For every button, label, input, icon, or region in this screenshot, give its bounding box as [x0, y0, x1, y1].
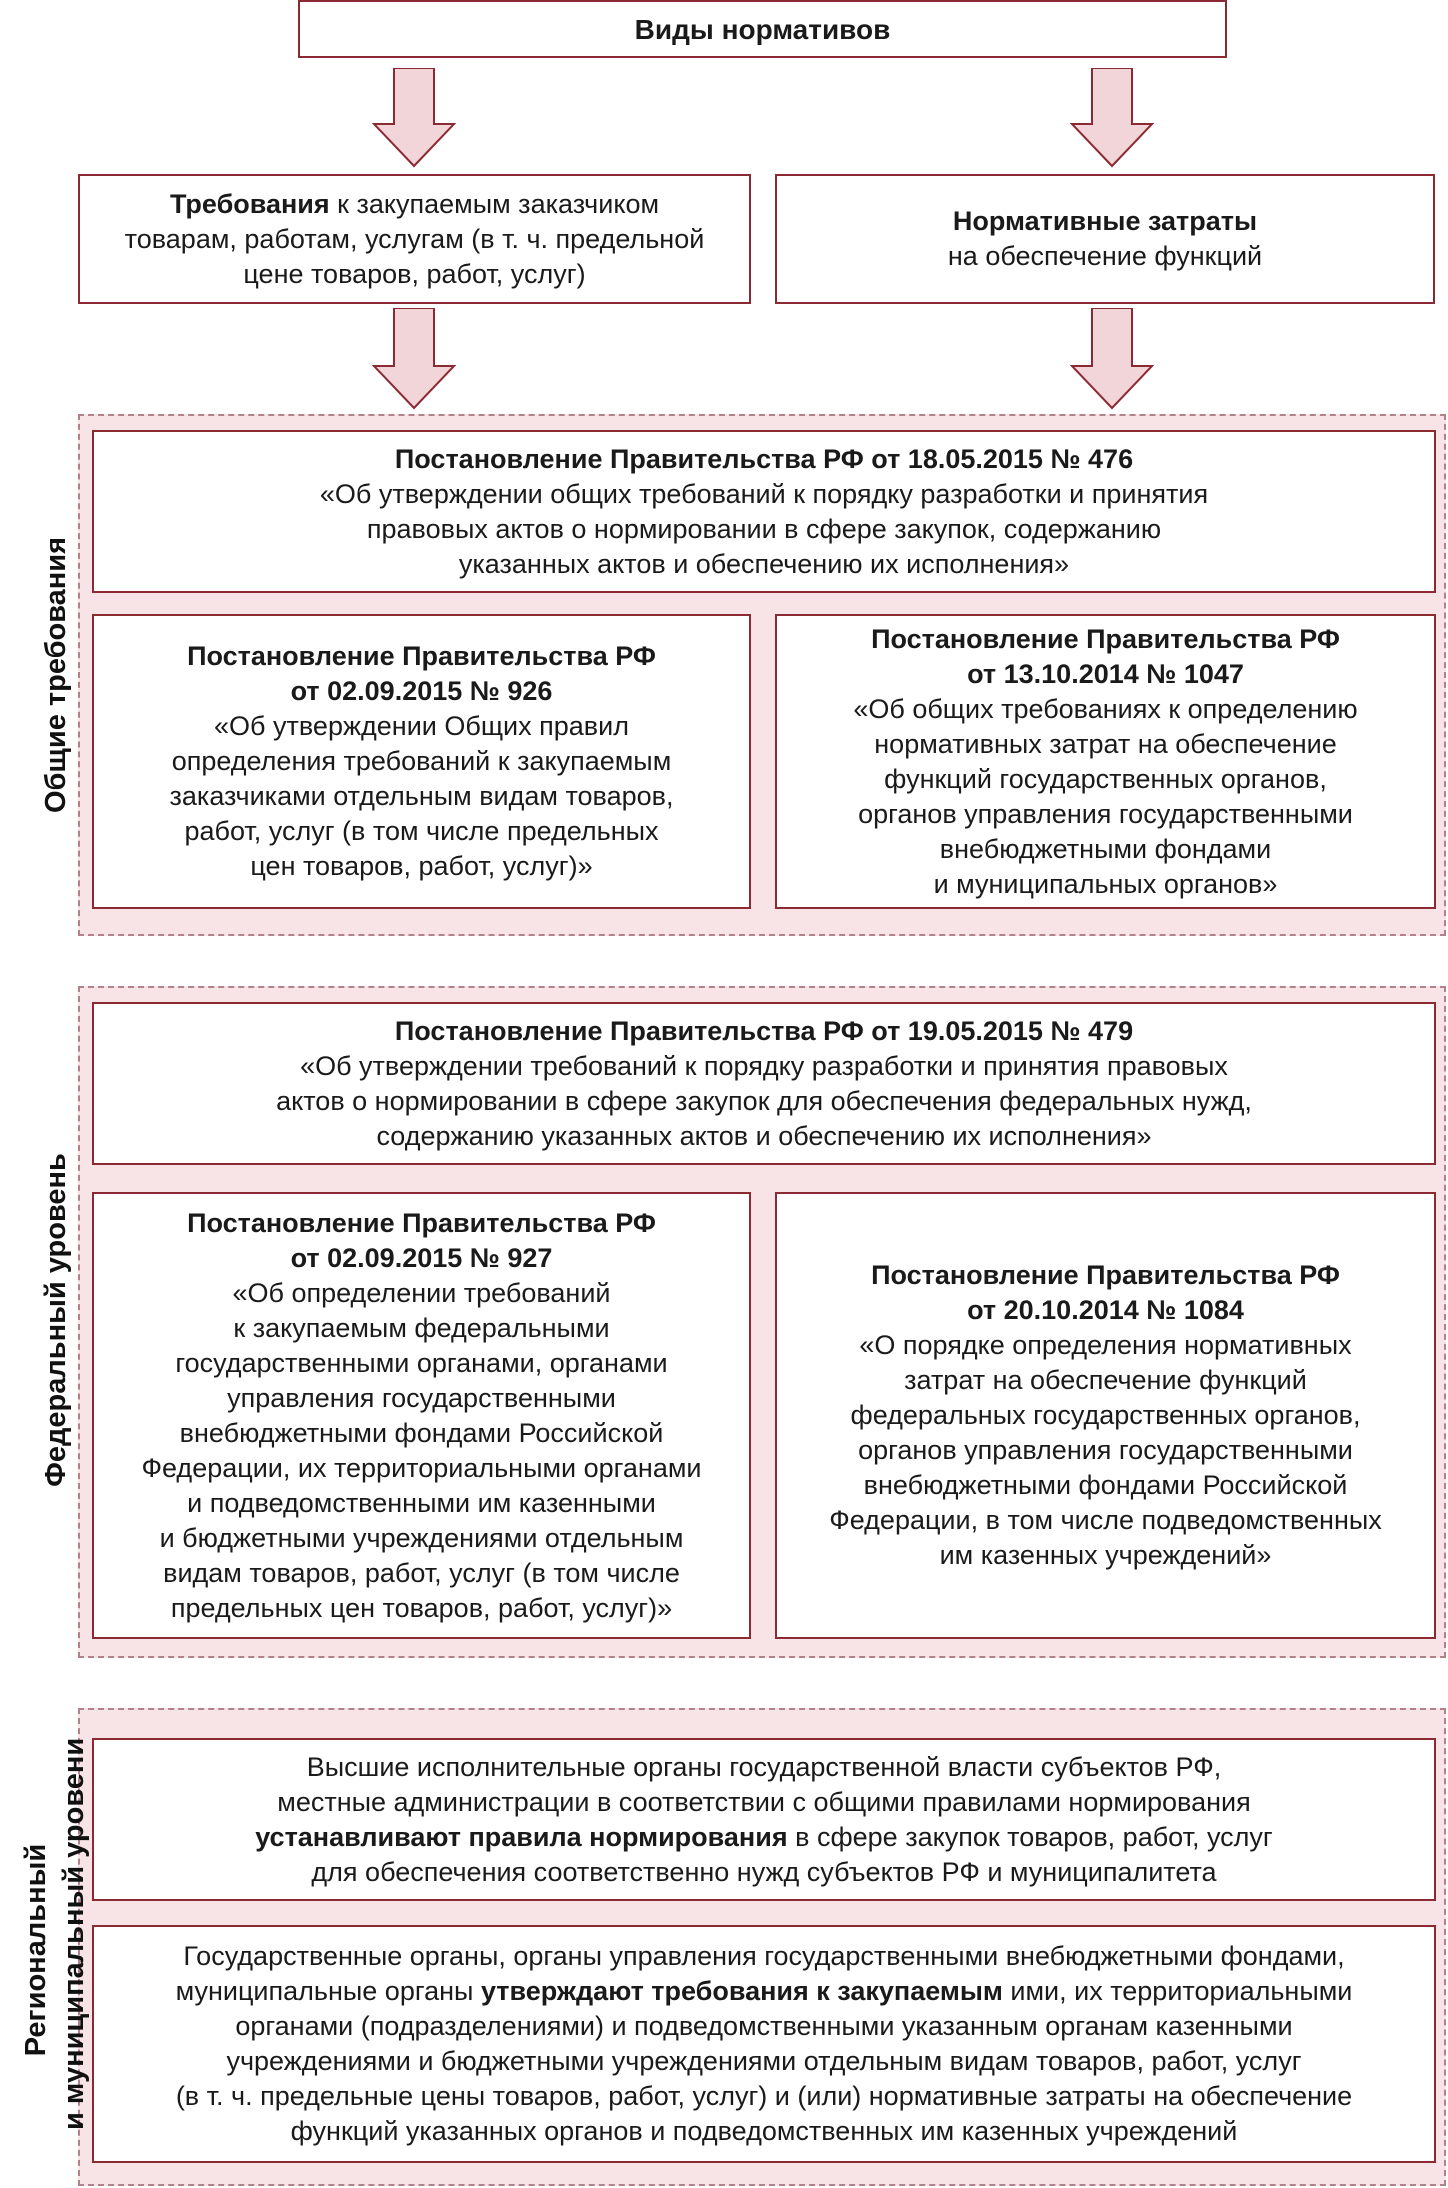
decree-927-box: Постановление Правительства РФ от 02.09.2015 № 927 «Об определении требований к закупаемым федеральными государственными органами, органами управления государственными внебюджетными фондами Российской Федерации, их территориальными органами и подведомственными им казенными и бюджетными учреждениями отдельным видам товаров, работ, услуг (в том числе предельных цен товаров, работ, услуг)»	[92, 1192, 751, 1639]
decree-1047-box: Постановление Правительства РФ от 13.10.2014 № 1047 «Об общих требованиях к определению нормативных затрат на обеспечение функций государственных органов, органов управления государственными внебюджетными фондами и муниципальных органов»	[775, 614, 1436, 909]
general-requirements-label: Общие требования	[40, 536, 72, 814]
arrow-down-icon	[372, 308, 456, 410]
requirements-bold: Требования	[169, 188, 330, 219]
decree-926-box: Постановление Правительства РФ от 02.09.2015 № 926 «Об утверждении Общих правил определения требований к закупаемым заказчиками отдельным видам товаров, работ, услуг (в том числе предельных цен товаров, работ, услуг)»	[92, 614, 751, 909]
normative-costs-bold: Нормативные затраты	[952, 206, 1258, 236]
requirements-box: Требования к закупаемым заказчиком товарам, работам, услугам (в т. ч. предельной цене товаров, работ, услуг)	[78, 174, 751, 304]
decree-1084-box: Постановление Правительства РФ от 20.10.2014 № 1084 «О порядке определения нормативных затрат на обеспечение функций федеральных государственных органов, органов управления государственными внебюджетными фондами Российской Федерации, в том числе подведомственных им казенных учреждений»	[775, 1192, 1436, 1639]
regional-level-label: Региональный и муниципальный уровени	[20, 1737, 90, 2130]
title-box	[298, 0, 1227, 58]
decree-479-box: Постановление Правительства РФ от 19.05.2015 № 479 «Об утверждении требований к порядку разработки и принятия правовых актов о нормировании в сфере закупок для обеспечения федеральных нужд, содержанию указанных актов и обеспечению их исполнения»	[92, 1002, 1436, 1165]
normative-costs-box: Нормативные затраты на обеспечение функций	[775, 174, 1435, 304]
regional-rules-box: Высшие исполнительные органы государственной власти субъектов РФ, местные администрации в соответствии с общими правилами нормирования устанавливают правила нормирования в сфере закупок товаров, работ, услуг для обеспечения соответственно нужд субъектов РФ и муниципалитета	[92, 1738, 1436, 1901]
arrow-down-icon	[372, 68, 456, 168]
federal-level-label: Федеральный уровень	[40, 1153, 72, 1487]
regional-requirements-box: Государственные органы, органы управления государственными внебюджетными фондами, муниципальные органы утверждают требования к закупаемым ими, их территориальными органами (подразделениями) и подведомственными указанным органам казенными учреждениями и бюджетными учреждениями отдельным видам товаров, работ, услуг (в т. ч. предельные цены товаров, работ, услуг) и (или) нормативные затраты на обеспечение функций указанных органов и подведомственных им казенных учреждений	[92, 1925, 1436, 2163]
title-text: Виды нормативов	[634, 13, 891, 45]
arrow-down-icon	[1070, 308, 1154, 410]
arrow-down-icon	[1070, 68, 1154, 168]
decree-476-box: Постановление Правительства РФ от 18.05.2015 № 476 «Об утверждении общих требований к порядку разработки и принятия правовых актов о нормировании в сфере закупок, содержанию указанных актов и обеспечению их исполнения»	[92, 430, 1436, 593]
